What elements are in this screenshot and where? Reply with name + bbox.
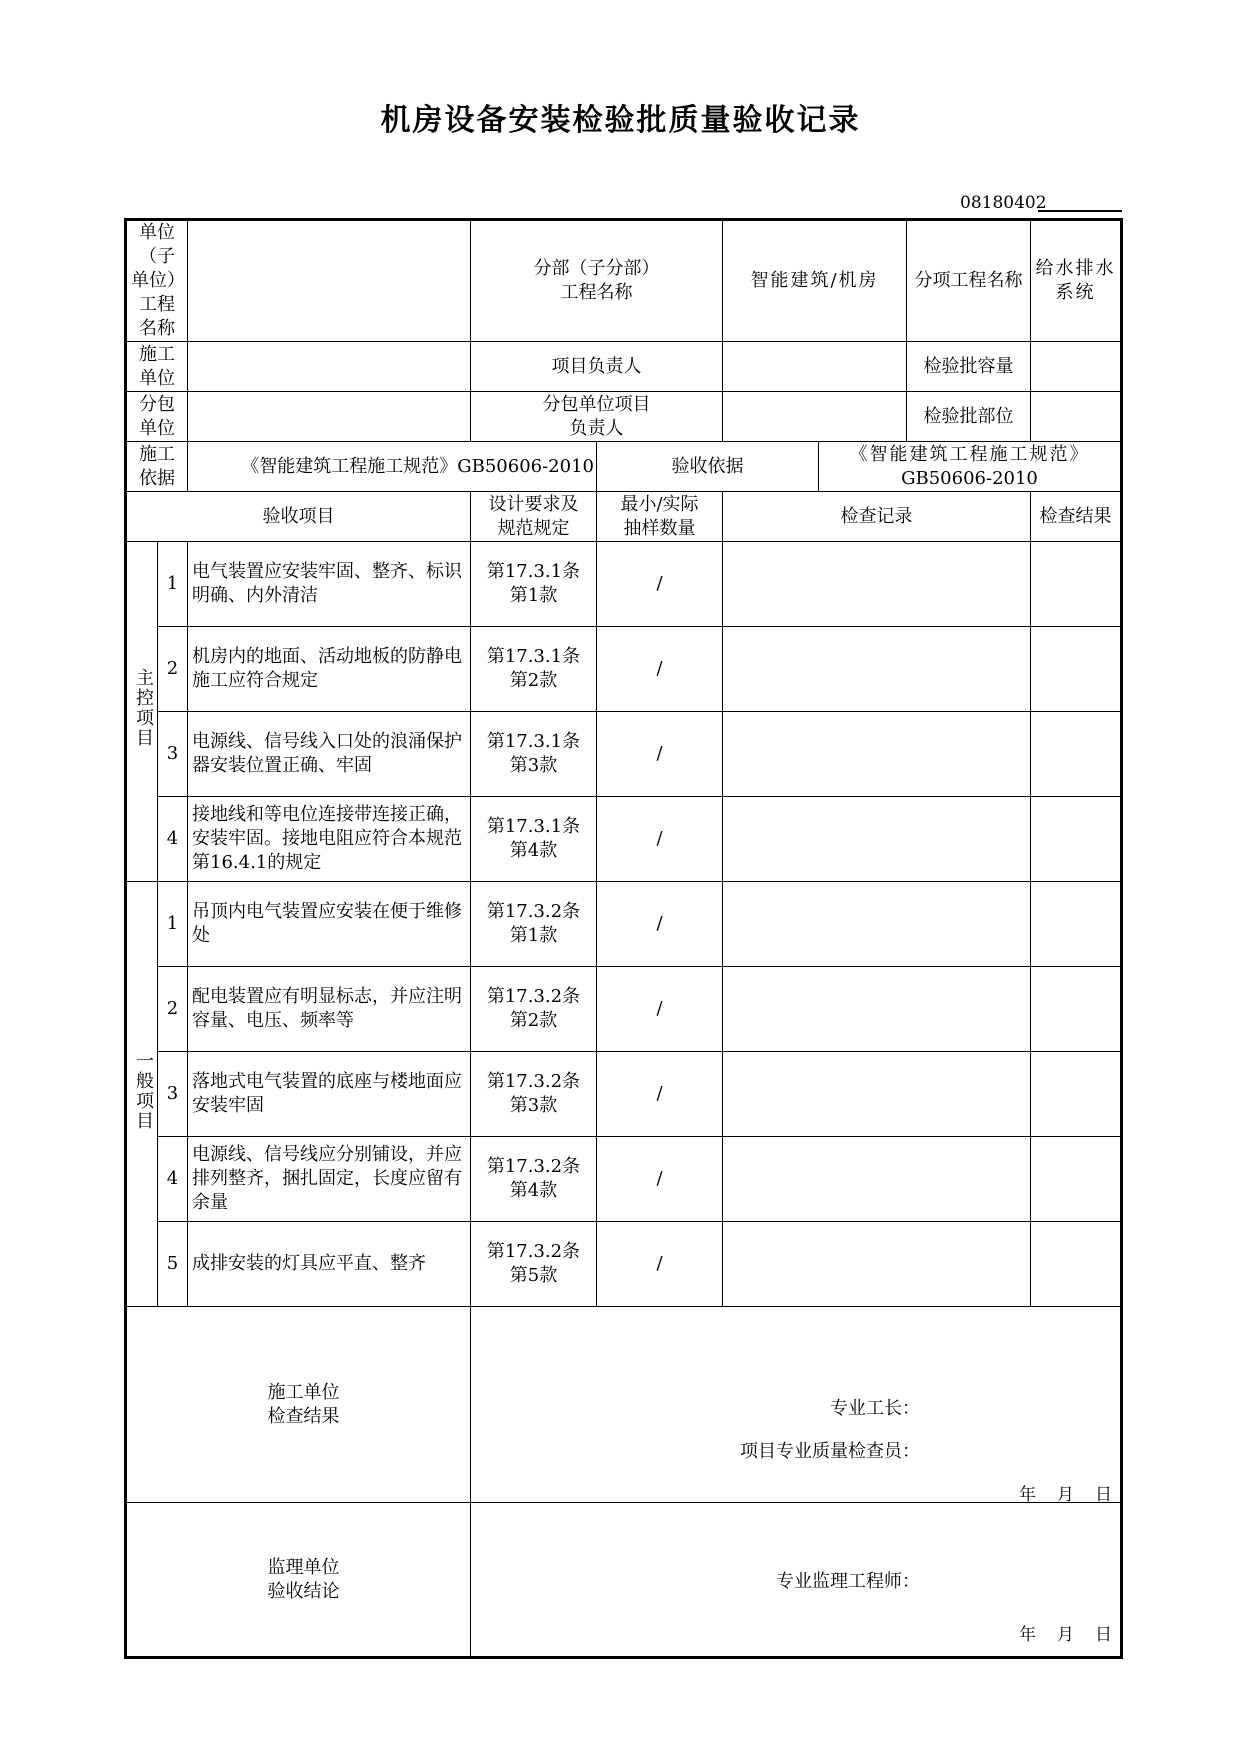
item-record[interactable] — [723, 542, 1031, 627]
item-text: 落地式电气装置的底座与楼地面应安装牢固 — [188, 1052, 471, 1137]
item-number: 5 — [158, 1222, 188, 1307]
item-sample[interactable]: / — [597, 797, 723, 882]
item-clause: 第17.3.1条 第3款 — [471, 712, 597, 797]
subcontractor-label: 分包单位 — [126, 392, 188, 442]
item-clause: 第17.3.2条 第4款 — [471, 1137, 597, 1222]
item-record[interactable] — [723, 1052, 1031, 1137]
supervision-date: 年 月 日 — [1019, 1625, 1115, 1645]
item-text: 成排安装的灯具应平直、整齐 — [188, 1222, 471, 1307]
item-record[interactable] — [723, 1137, 1031, 1222]
item-sample[interactable]: / — [597, 627, 723, 712]
item-record[interactable] — [723, 712, 1031, 797]
item-number: 4 — [158, 797, 188, 882]
item-record[interactable] — [723, 882, 1031, 967]
item-text: 电源线、信号线入口处的浪涌保护器安装位置正确、牢固 — [188, 712, 471, 797]
item-record[interactable] — [723, 1222, 1031, 1307]
item-text: 电源线、信号线应分别铺设，并应排列整齐，捆扎固定，长度应留有余量 — [188, 1137, 471, 1222]
col-result-header: 检查结果 — [1031, 492, 1122, 542]
supervision-check-label: 监理单位 验收结论 — [126, 1503, 471, 1658]
col-item-header: 验收项目 — [126, 492, 471, 542]
item-result[interactable] — [1031, 1052, 1122, 1137]
unit-name-field[interactable] — [188, 220, 471, 342]
item-sample[interactable]: / — [597, 712, 723, 797]
item-text: 吊顶内电气装置应安装在便于维修处 — [188, 882, 471, 967]
division-name-field[interactable]: 智能建筑/机房 — [723, 220, 907, 342]
subcontractor-field[interactable] — [188, 392, 471, 442]
construction-basis-field[interactable]: 《智能建筑工程施工规范》GB50606-2010 — [188, 442, 597, 492]
item-clause: 第17.3.1条 第1款 — [471, 542, 597, 627]
item-number: 2 — [158, 627, 188, 712]
item-sample[interactable]: / — [597, 1137, 723, 1222]
item-result[interactable] — [1031, 1137, 1122, 1222]
item-record[interactable] — [723, 627, 1031, 712]
col-sample-header: 最小/实际 抽样数量 — [597, 492, 723, 542]
item-clause: 第17.3.2条 第5款 — [471, 1222, 597, 1307]
inspector-label: 项目专业质量检查员： — [740, 1441, 921, 1462]
table-row — [126, 712, 1122, 797]
item-record[interactable] — [723, 967, 1031, 1052]
form-code-underline — [1038, 210, 1122, 212]
item-result[interactable] — [1031, 712, 1122, 797]
item-result[interactable] — [1031, 882, 1122, 967]
item-number: 3 — [158, 1052, 188, 1137]
construction-date: 年 月 日 — [1019, 1485, 1115, 1505]
supervision-check-area[interactable] — [471, 1503, 1122, 1658]
item-record[interactable] — [723, 797, 1031, 882]
constructor-field[interactable] — [188, 342, 471, 392]
division-name-label: 分部（子分部） 工程名称 — [471, 220, 723, 342]
unit-name-label: 单位（子单位） 工程名称 — [126, 220, 188, 342]
item-result[interactable] — [1031, 542, 1122, 627]
table-row — [126, 882, 1122, 967]
general-group-label: 一般项目 — [126, 882, 158, 1307]
item-result[interactable] — [1031, 797, 1122, 882]
item-text: 接地线和等电位连接带连接正确，安装牢固。接地电阻应符合本规范第16.4.1的规定 — [188, 797, 471, 882]
main-group-label: 主控项目 — [126, 542, 158, 882]
item-number: 3 — [158, 712, 188, 797]
item-clause: 第17.3.1条 第4款 — [471, 797, 597, 882]
item-clause: 第17.3.2条 第2款 — [471, 967, 597, 1052]
item-sample[interactable]: / — [597, 1052, 723, 1137]
supervision-engineer-label: 专业监理工程师： — [776, 1571, 921, 1592]
item-clause: 第17.3.1条 第2款 — [471, 627, 597, 712]
page-title: 机房设备安装检验批质量验收记录 — [380, 103, 861, 138]
item-clause: 第17.3.2条 第3款 — [471, 1052, 597, 1137]
item-sample[interactable]: / — [597, 882, 723, 967]
item-text: 电气装置应安装牢固、整齐、标识明确、内外清洁 — [188, 542, 471, 627]
batch-capacity-field[interactable] — [1031, 342, 1122, 392]
table-row — [126, 627, 1122, 712]
item-number: 4 — [158, 1137, 188, 1222]
item-sample[interactable]: / — [597, 967, 723, 1052]
foreman-label: 专业工长： — [830, 1398, 921, 1419]
sub-pm-label: 分包单位项目 负责人 — [471, 392, 723, 442]
constructor-label: 施工单位 — [126, 342, 188, 392]
project-manager-field[interactable] — [723, 342, 907, 392]
acceptance-basis-label: 验收依据 — [597, 442, 819, 492]
col-design-header: 设计要求及 规范规定 — [471, 492, 597, 542]
item-sample[interactable]: / — [597, 542, 723, 627]
construction-check-area[interactable] — [471, 1307, 1122, 1503]
subitem-name-label: 分项工程名称 — [907, 220, 1031, 342]
item-text: 配电装置应有明显标志，并应注明容量、电压、频率等 — [188, 967, 471, 1052]
item-number: 1 — [158, 542, 188, 627]
form-code: 08180402 — [960, 193, 1047, 213]
acceptance-basis-field[interactable]: 《智能建筑工程施工规范》 GB50606-2010 — [819, 442, 1122, 492]
table-row — [126, 1222, 1122, 1307]
inspection-form — [124, 218, 1123, 1659]
item-number: 2 — [158, 967, 188, 1052]
item-result[interactable] — [1031, 627, 1122, 712]
project-manager-label: 项目负责人 — [471, 342, 723, 392]
item-number: 1 — [158, 882, 188, 967]
construction-check-label: 施工单位 检查结果 — [126, 1307, 471, 1503]
item-sample[interactable]: / — [597, 1222, 723, 1307]
table-row — [126, 542, 1122, 627]
table-row — [126, 1052, 1122, 1137]
batch-part-field[interactable] — [1031, 392, 1122, 442]
construction-basis-label: 施工依据 — [126, 442, 188, 492]
batch-capacity-label: 检验批容量 — [907, 342, 1031, 392]
batch-part-label: 检验批部位 — [907, 392, 1031, 442]
item-text: 机房内的地面、活动地板的防静电施工应符合规定 — [188, 627, 471, 712]
item-result[interactable] — [1031, 1222, 1122, 1307]
table-row — [126, 967, 1122, 1052]
item-result[interactable] — [1031, 967, 1122, 1052]
table-row — [126, 797, 1122, 882]
item-clause: 第17.3.2条 第1款 — [471, 882, 597, 967]
sub-pm-field[interactable] — [723, 392, 907, 442]
col-record-header: 检查记录 — [723, 492, 1031, 542]
table-row — [126, 1137, 1122, 1222]
subitem-name-field[interactable]: 给水排水系统 — [1031, 220, 1122, 342]
